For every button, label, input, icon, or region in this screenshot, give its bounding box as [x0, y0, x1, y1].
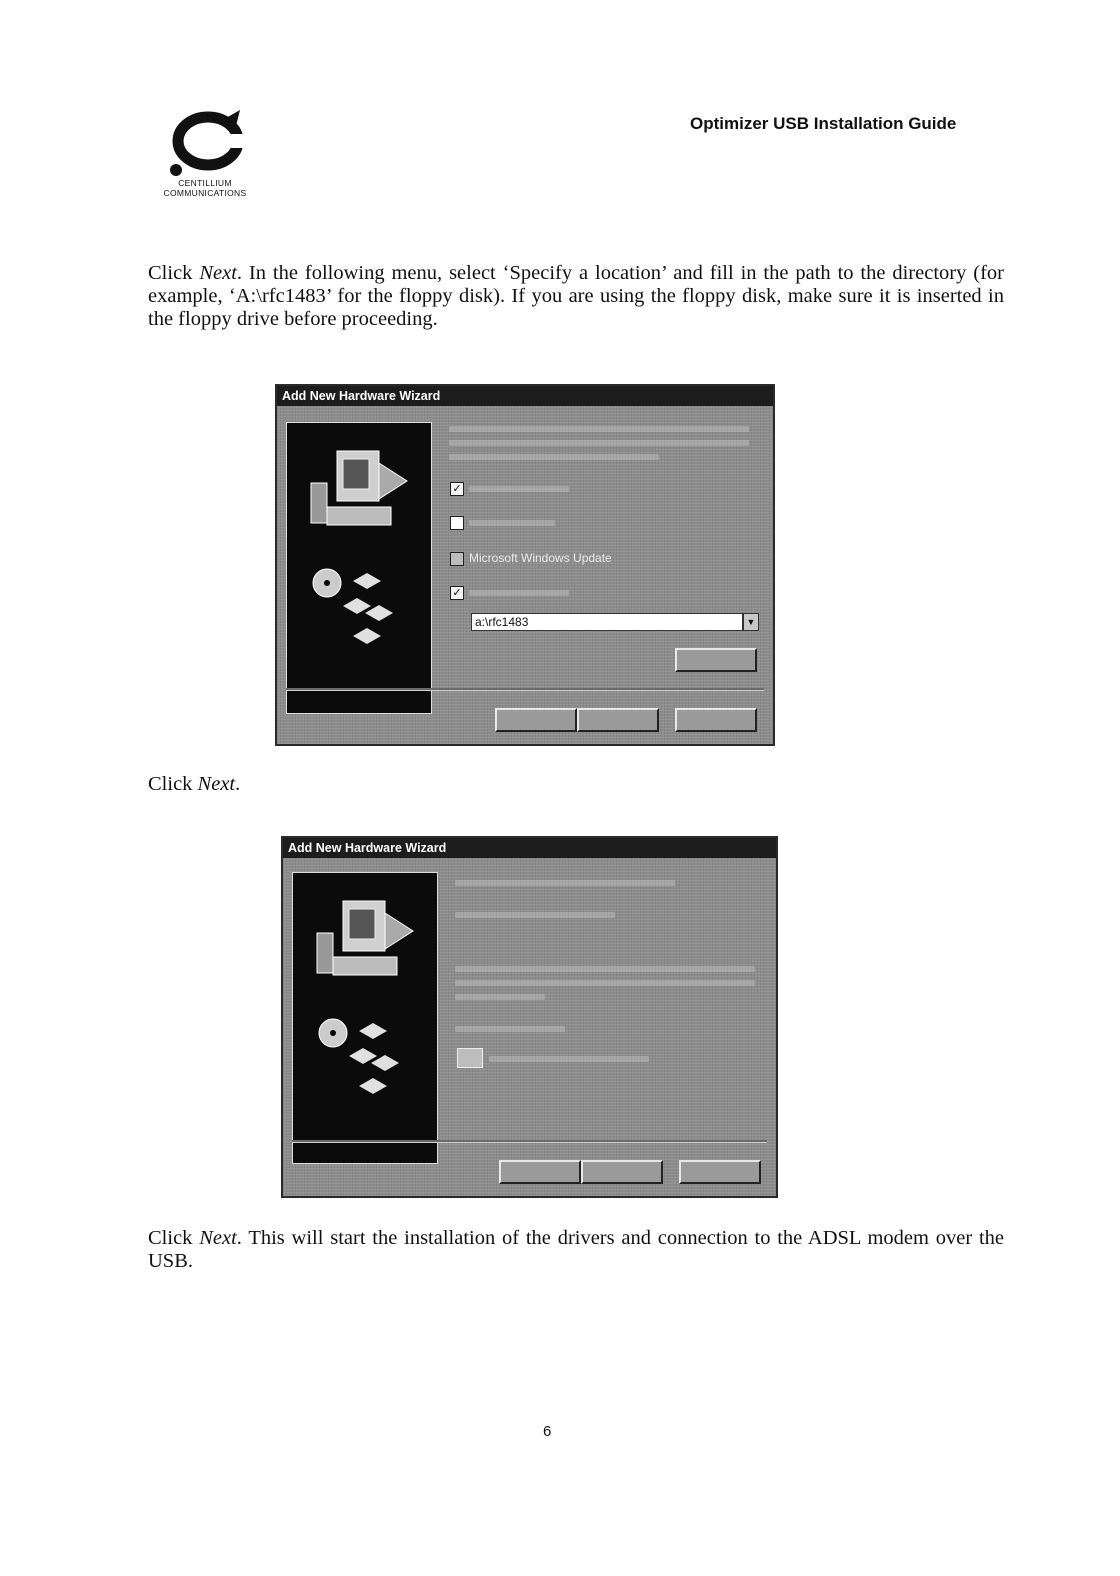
blurred-text-line [449, 426, 749, 432]
blurred-text-line [455, 1026, 565, 1032]
checkbox-specify-location[interactable]: ✓ [450, 586, 464, 600]
blurred-text-line [449, 454, 659, 460]
wizard-screenshot-1 [275, 384, 775, 746]
instruction-paragraph-1: Click Next. In the following menu, select ‘Specify a location’ and fill in the path to the directory (for example, ‘A:\rfc1483’ for the floppy disk). If you are using the floppy disk, make sure it is inserted in the floppy drive before proceeding. [148, 262, 1004, 330]
wizard-screenshot-2 [281, 836, 778, 1198]
location-path-input[interactable]: a:\rfc1483 [471, 613, 743, 631]
instruction-paragraph-3: Click Next. This will start the installation of the drivers and connection to the ADSL modem over the USB. [148, 1227, 1004, 1272]
blurred-text-line [455, 994, 545, 1000]
document-title: Optimizer USB Installation Guide [690, 114, 957, 133]
blurred-text-line [455, 966, 755, 972]
company-logo [150, 108, 260, 198]
checkbox-windows-update[interactable] [450, 552, 464, 566]
wizard-separator [292, 1140, 767, 1143]
option-windows-update-label: Microsoft Windows Update [469, 551, 612, 565]
next-button[interactable] [581, 1160, 663, 1184]
cancel-button[interactable] [679, 1160, 761, 1184]
computer-illustration-icon [287, 423, 431, 713]
wizard-art-panel [286, 422, 432, 714]
driver-file-icon [457, 1048, 483, 1068]
wizard-title-bar: Add New Hardware Wizard [277, 386, 773, 406]
back-button[interactable] [499, 1160, 581, 1184]
blurred-text-line [455, 880, 675, 886]
blurred-text-line [449, 440, 749, 446]
blurred-text-line [455, 980, 755, 986]
blurred-option-label [469, 590, 569, 596]
page-number: 6 [543, 1423, 552, 1440]
company-name-line2: COMMUNICATIONS [163, 188, 247, 198]
wizard-title-bar: Add New Hardware Wizard [283, 838, 776, 858]
back-button[interactable] [495, 708, 577, 732]
computer-illustration-icon [293, 873, 437, 1163]
blurred-text-line [489, 1056, 649, 1062]
next-button[interactable] [577, 708, 659, 732]
instruction-paragraph-2: Click Next. [148, 773, 241, 795]
cancel-button[interactable] [675, 708, 757, 732]
checkbox-unchecked[interactable] [450, 516, 464, 530]
chevron-down-icon[interactable]: ▼ [743, 613, 759, 631]
centillium-logo-icon [164, 108, 244, 178]
browse-button[interactable] [675, 648, 757, 672]
blurred-option-label [469, 520, 555, 526]
checkbox-checked[interactable]: ✓ [450, 482, 464, 496]
company-name-line1: CENTILLIUM [178, 178, 232, 188]
blurred-option-label [469, 486, 569, 492]
wizard-separator [286, 688, 764, 691]
wizard-art-panel [292, 872, 438, 1164]
blurred-text-line [455, 912, 615, 918]
